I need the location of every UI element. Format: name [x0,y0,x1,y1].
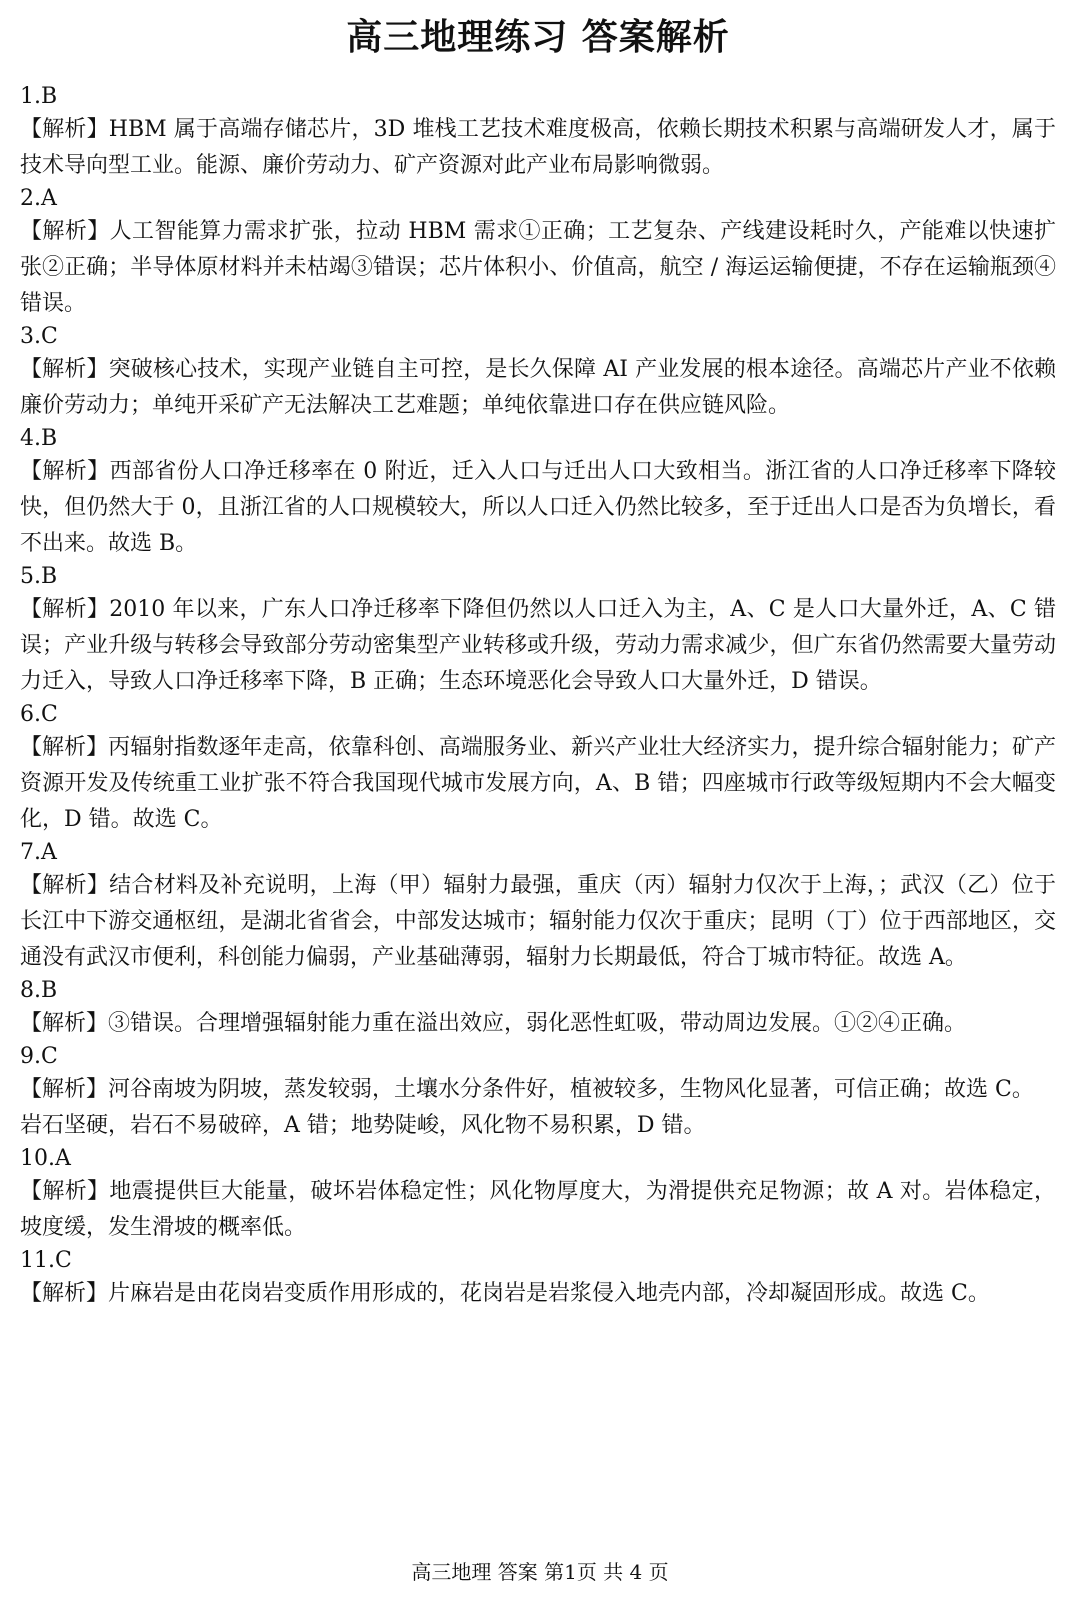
answer-item [20,184,1056,322]
answer-number: 1.B [20,84,58,109]
answer-number: 10.A [20,1146,71,1171]
answer-item [20,1246,1056,1312]
answer-explanation: 【解析】人工智能算力需求扩张，拉动 HBM 需求①正确；工艺复杂、产线建设耗时久，产能难以快速扩张②正确；半导体原材料并未枯竭③错误；芯片体积小、价值高，航空 / 海运运输便捷，不存在运输瓶颈④错误。 [20,219,1056,316]
answer-item [20,700,1056,838]
answer-explanation: 【解析】结合材料及补充说明，上海（甲）辐射力最强，重庆（丙）辐射力仅次于上海，；武汉（乙）位于长江中下游交通枢纽，是湖北省省会，中部发达城市；辐射能力仅次于重庆；昆明（丁）位于西部地区，交通没有武汉市便利，科创能力偏弱，产业基础薄弱，辐射力长期最低，符合丁城市特征。故选 A。 [20,873,1056,970]
answer-number: 2.A [20,186,57,211]
answer-list [20,82,1056,1312]
answer-explanation: 【解析】西部省份人口净迁移率在 0 附近，迁入人口与迁出人口大致相当。浙江省的人口净迁移率下降较快，但仍然大于 0，且浙江省的人口规模较大，所以人口迁入仍然比较多，至于迁出人口是否为负增长，看不出来。故选 B。 [20,459,1056,556]
answer-explanation: 【解析】突破核心技术，实现产业链自主可控，是长久保障 AI 产业发展的根本途径。高端芯片产业不依赖廉价劳动力；单纯开采矿产无法解决工艺难题；单纯依靠进口存在供应链风险。 [20,357,1056,418]
answer-item [20,1042,1056,1144]
answer-number: 7.A [20,840,57,865]
answer-number: 9.C [20,1044,58,1069]
answer-item [20,562,1056,700]
page-footer: 高三地理 答案 第1页 共 4 页 [411,1560,669,1584]
page-title: 高三地理练习 答案解析 [346,17,730,58]
answer-explanation: 【解析】地震提供巨大能量，破坏岩体稳定性；风化物厚度大，为滑提供充足物源；故 A 对。岩体稳定，坡度缓，发生滑坡的概率低。 [20,1179,1056,1240]
answer-explanation: 【解析】河谷南坡为阴坡，蒸发较弱，土壤水分条件好，植被较多，生物风化显著，可信正确；故选 C。 [20,1077,1034,1102]
answer-explanation: 【解析】2010 年以来，广东人口净迁移率下降但仍然以人口迁入为主，A、C 是人口大量外迁，A、C 错误；产业升级与转移会导致部分劳动密集型产业转移或升级，劳动力需求减少，但广东省仍然需要大量劳动力迁入，导致人口净迁移率下降，B 正确；生态环境恶化会导致人口大量外迁，D 错误。 [20,597,1056,694]
answer-item [20,838,1056,976]
answer-number: 11.C [20,1248,72,1273]
answer-item [20,1144,1056,1246]
answer-number: 5.B [20,564,58,589]
answer-explanation: 【解析】③错误。合理增强辐射能力重在溢出效应，弱化恶性虹吸，带动周边发展。①②④正确。 [20,1011,967,1036]
answer-number: 6.C [20,702,58,727]
answer-explanation: 【解析】片麻岩是由花岗岩变质作用形成的，花岗岩是岩浆侵入地壳内部，冷却凝固形成。故选 C。 [20,1281,990,1306]
answer-explanation: 岩石坚硬，岩石不易破碎，A 错；地势陡峻，风化物不易积累，D 错。 [20,1113,706,1138]
answer-explanation: 【解析】丙辐射指数逐年走高，依靠科创、高端服务业、新兴产业壮大经济实力，提升综合辐射能力；矿产资源开发及传统重工业扩张不符合我国现代城市发展方向，A、B 错；四座城市行政等级短期内不会大幅变化，D 错。故选 C。 [20,735,1056,832]
answer-item [20,976,1056,1042]
answer-item [20,424,1056,562]
answer-number: 3.C [20,324,58,349]
answer-number: 4.B [20,426,58,451]
answer-item [20,82,1056,184]
answer-item [20,322,1056,424]
answer-number: 8.B [20,978,58,1003]
answer-explanation: 【解析】HBM 属于高端存储芯片，3D 堆栈工艺技术难度极高，依赖长期技术积累与高端研发人才，属于技术导向型工业。能源、廉价劳动力、矿产资源对此产业布局影响微弱。 [20,117,1056,178]
